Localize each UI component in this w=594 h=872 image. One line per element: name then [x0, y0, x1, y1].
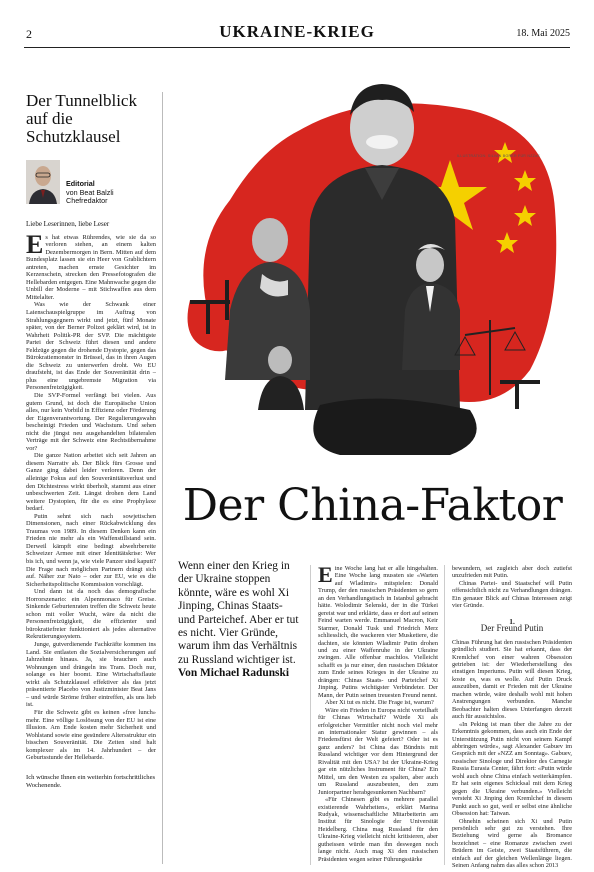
article-paragraph: bewundern, sei zugleich aber doch zutiefst unzufrieden mit Putin.: [452, 565, 572, 580]
article-column-2: [452, 565, 572, 870]
editorial-paragraph: Die ganze Nation arbeitet sich seit Jahren an diesem Narrativ ab. Der Blick fürs Grosse und Ganze ging dabei leider verloren. Denn der alleinige Fokus auf den Souveränitätsverlust und den Dichtestress wirkt überholt, stammt aus einer unbeschwerten Zeit. Längst drohen dem Land weitere Dystopien, für die es eine Prophylaxe bedarf.: [26, 452, 156, 513]
article-paragraph: Chinas Partei- und Staatschef will Putin offensichtlich nicht zu Verhandlungen drängen. Ein genauer Blick auf Chinas Interessen zeigt vier Gründe.: [452, 579, 572, 610]
article-lead: [178, 560, 302, 681]
article-paragraph: «Für Chinesen gibt es mehrere parallel existierende Wahrheiten», erklärt Marina Rudyak, wissenschaftliche Mitarbeiterin am Institut für Sinologie der Universität Heidelberg. China mag Russland für den Ukraine-Krieg vielleicht nicht kritisieren, aber gutheissen würde man ihn deswegen noch lange nicht. Auch mag Xi den russischen Präsidenten wegen seiner Führungsstärke: [318, 796, 438, 863]
article-paragraph: Chinas Führung hat den russischen Präsidenten gründlich studiert. Sie hat erkannt, dass der Kremlchef von einer wahren Obsession getrieben ist: der Wiederherstellung des einstigen Imperiums. Putin will diesen Krieg, koste es, was es wolle. Auf Putin Druck auszuüben, damit er Frieden mit der Ukraine machen würde, wäre deshalb wohl mit hohen Anstrengungen verbunden. Manche Beobachter halten dieses Unterfangen derzeit auch für aussichtslos.: [452, 638, 572, 721]
article-paragraph: Wäre ein Frieden in Europa nicht vorteilhaft für Chinas Wirtschaft? Würde Xi als erfolgreicher Vermittler nicht noch viel mehr an internationaler Statur gewinnen – als Friedensfürst der Welt gefeiert? Oder ist es ganz anders? Ist China das Bündnis mit Russland wichtiger vor dem Hintergrund der Rivalität mit den USA? Ist der Ukraine-Krieg gar ein nützliches Instrument für China? Ein Mittel, um den Westen zu spalten, aber auch um Russland auszubeuten, den zum Juniorpartner herabgesunkenen Nachbarn?: [318, 706, 438, 796]
column-divider: [310, 565, 311, 865]
article-paragraph: Ohnehin scheinen sich Xi und Putin persönlich sehr gut zu verstehen. Ihre Beziehung wird gerne als Bromance bezeichnet – eine Romanze zwischen zwei Brüdern im Geiste, zwei Staatsführern, die einfach auf der gleichen Wellenlänge liegen. Seinen Anfang nahm das alles schon 2013: [452, 817, 572, 870]
editorial-headline: Der Tunnelblick auf die Schutzklausel: [26, 91, 137, 146]
column-divider: [162, 92, 163, 864]
editorial-paragraph: Junge, gutverdienende Fachkräfte kommen ins Land. Sie entlasten die Sozialversicherungen auf Jahrzehnte hinaus. Ja, sie brauchen auch Wohnungen und drängeln ins Tram. Doch nur, solange es hier boomt. Eine Wirtschaftsflaute wirkt als Schutzklausel effektiver als das jetzt präsentierte Placebo von Justizminister Beat Jans – und würde Ströme früher eintreffen, als uns lieb ist.: [26, 641, 156, 709]
header-rule: [24, 47, 570, 48]
illustration-credit: ILLUSTRATION: SILVAN BORER FÜR NZZaS: [456, 154, 540, 158]
page-number: 2: [26, 27, 32, 41]
author-role: Chefredaktor: [66, 196, 108, 205]
author-name: von Beat Balzli: [66, 187, 114, 197]
subheading-title: Der Freund Putin: [480, 623, 544, 634]
author-block: [26, 160, 156, 206]
editorial-paragraph: Und dann ist da noch das demografische Horrorszenario: ein Alpenmonaco für Greise. Sinkende Geburtenraten treffen die Schweiz heute schon mit voller Wucht, wäre da nicht die Personenfreizügigkeit, die effizienter und bürokratiefreier funktioniert als jedes alternative Rekrutierungssystem.: [26, 588, 156, 641]
editorial-paragraph: Die SVP-Formel verfängt bei vielen. Aus gutem Grund, ist doch die Europäische Union alles, nur kein Vorbild in Effizienz oder Förderung der Eigenverantwortung. Der Regulierungswahn bescheinigt Frieden und Wachstum. Und sehen nicht die jüngst neu ausgehandelten bilateralen Verträge mit der Schweiz eine Rechtsübernahme vor?: [26, 391, 156, 452]
editorial-body: [26, 229, 156, 762]
editorial-dropcap: E: [26, 229, 44, 259]
article-dropcap: E: [318, 562, 333, 587]
article-title: Der China-Faktor: [182, 480, 563, 531]
editorial-paragraph: Für die Schweiz gibt es keinen «free lunch» mehr. Eine völlige Loslösung von der EU ist eine Illusion. Am Ende kosten mehr Sicherheit und Wohlstand sowie eine gesündere Altersstruktur ein bisschen Souveränität. Die Zeiten sind halt komplexer als im 14. Jahrhundert – der Geburtsstunde der Hellebarde.: [26, 708, 156, 762]
article-byline: Von Michael Radunski: [178, 667, 289, 680]
salutation: Liebe Leserinnen, liebe Leser: [26, 219, 110, 228]
subheading-number: 1.: [509, 616, 515, 626]
editorial-paragraph: Putin sehnt sich nach sowjetischen Dimensionen, nach einer Rückabwicklung des Traumas von 1989. In diesem Denken kann ein Frieden nie mehr als ein Waffenstillstand sein. Derweil kämpft eine bedingt abwehrbereite Schweizer Armee mit einer Identitätskrise: Wer bis ich, und wenn ja, wie viele Panzer sind kaputt? Die Frage nach möglichen Partnern drängt sich auf. Näher zur Nato – oder zur EU, wie es die Sicherheitspolitische Kommission vorschlägt.: [26, 512, 156, 588]
editorial-column: [26, 92, 156, 872]
section-title: UKRAINE-KRIEG: [219, 22, 375, 41]
article-paragraph: «In Peking ist man über die Jahre zu der Erkenntnis gekommen, dass auch ein Ende der Unterstützung Putin nicht von seinem Kampf abbringen würde», sagt Alexander Gabuev im Gespräch mit der «NZZ am Sonntag». Gabuev, russischer Sinologe und Direktor des Carnegie Russia Eurasia Center, fährt fort: «Putin würde wohl auch ohne China einfach weiterkämpfen. Er hat sein eigenes Schicksal mit dem Krieg gegen die Ukraine verbunden.» Vielleicht versteht Xi Jinping den Kremlchef in diesem Punkt auch so gut, weil er selbst eine ähnliche Obsession hat: Taiwan.: [452, 720, 572, 818]
column-divider: [444, 565, 445, 865]
issue-date: 18. Mai 2025: [516, 28, 570, 39]
article-paragraph: Eine Woche lang hat er alle hingehalten. Eine Woche lang mussten sie «Warten auf Wladimir» mitspielen: Donald Trump, der den russischen Präsidenten so gern an den Verhandlungstisch in Istanbul gebracht hätte. Wolodimir Selenski, der in die Türkei gereist war und erklärte, dass er dort auf seinen Feind warten werde. Emmanuel Macron, Keir Starmer, Donald Tusk und Friedrich Merz schliesslich, die wackeren vier Musketiere, die dachten, sie könnten Wladimir Putin drohen und zu einer Waffenruhe in der Ukraine zwingen. Alle offenbar machtlos. Vielleicht schafft es ja nur einer, den russischen Diktator zum Ende seines Krieges in der Ukraine zu drängen: Chinas Staats- und Parteichef Xi Jinping. Putins wichtigster Verbündeter. Der Mann, der Putin seinen treuesten Freund nennt.: [318, 562, 438, 699]
china-faktor-illustration: [170, 50, 570, 460]
article-column-1: [318, 562, 438, 863]
author-text: [66, 180, 114, 206]
editorial-paragraph: Was wie der Schwank einer Laienschauspielgruppe im Auftrag von Strahlungsgegnern wirkt und jetzt, fünf Monate später, von der Berner Polizei geklärt wird, ist in Wahrheit Politik-PR der SVP. Die mächtigste Partei der Schweiz führt diesen und andere Feldzüge gegen die drohende Dystopie, gegen das Bürokratiemonster in Brüssel, das in ihren Augen die Schweiz zu unterwerfen droht. Wo EU draufsteht, ist das Ende der Souveränität drin – plus eine ungebremste Migration via Personenfreizügigkeit.: [26, 301, 156, 392]
editorial-signoff: Ich wünsche Ihnen ein weiterhin fortschrittliches Wochenende.: [26, 773, 156, 789]
editorial-paragraph: Es hat etwas Rührendes, wie sie da so verloren stehen, an einem kalten Dezembermorgen in Bern. Mitten auf dem Bundesplatz lassen sie ein Heer von Grablichtern antreten, machen ernste Gesichter im Kerzenschein, strecken den Pressefotografen die Hellebarden entgegen. Eine Mahnwache gegen die Unbill der Moderne – mit Stichwaffen aus dem Mittelalter.: [26, 229, 156, 301]
author-portrait: [26, 160, 60, 204]
lead-text: Wenn einer den Krieg in der Ukraine stoppen könnte, wäre es wohl Xi Jinping, Chinas Staats- und Parteichef. Aber er tut es nicht. Vier Gründe, warum ihm das Verhältnis zu Russland wichtiger ist.: [178, 560, 299, 666]
article-paragraph: Aber Xi tut es nicht. Die Frage ist, warum?: [325, 699, 434, 707]
editorial-label: Editorial: [66, 179, 95, 188]
